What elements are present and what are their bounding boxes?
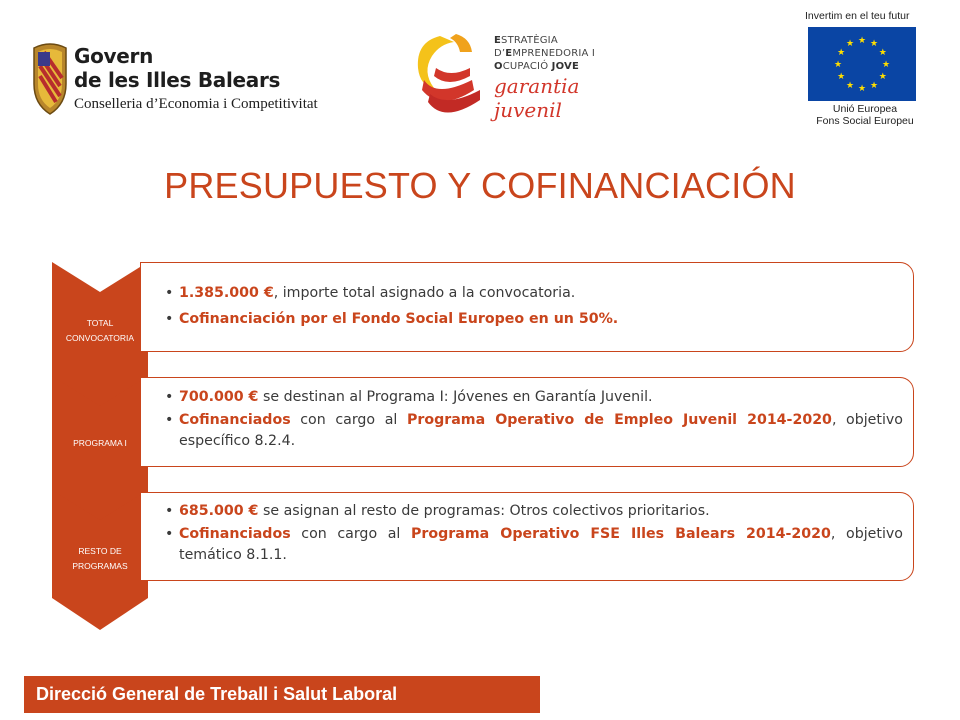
govern-illes-balears-logo (30, 42, 320, 126)
footer-text: Direcció General de Treball i Salut Laboral (36, 684, 398, 704)
garantia-l3-mid: CUPACIÓ (502, 61, 552, 72)
block3-box (140, 492, 914, 581)
eu-star-icon: ★ (857, 35, 867, 45)
garantia-juvenil-logo (410, 28, 640, 120)
eu-star-icon: ★ (857, 83, 867, 93)
govern-line2: de les Illes Balears (74, 68, 281, 92)
garantia-l2-initial: E (505, 48, 513, 59)
block1-label-line2: CONVOCATORIA (65, 333, 135, 343)
garantia-l2-pre: D’ (494, 48, 506, 59)
block1-bullet1: • 1.385.000 €, importe total asignado a la convocatoria. (163, 283, 899, 304)
eu-bottom-line2: Fons Social Europeu (816, 115, 914, 127)
page-title: PRESUPUESTO Y COFINANCIACIÓN (164, 165, 796, 206)
block3-bullet1: • 685.000 € se asignan al resto de programas: Otros colectivos prioritarios. (163, 501, 903, 522)
garantia-brand: garantia juvenil (494, 74, 580, 122)
govern-line3: Conselleria d’Economia i Competitivitat (74, 96, 318, 112)
block2-label-line1: PROGRAMA I (73, 438, 127, 448)
govern-shield-icon (30, 42, 70, 126)
eu-star-icon: ★ (833, 59, 843, 69)
eu-flag-icon (808, 27, 916, 101)
block3-label-line1: RESTO DE (78, 546, 122, 556)
garantia-l3-initial: O (494, 61, 503, 72)
garantia-l1-rest: STRATÈGIA (501, 35, 558, 46)
garantia-l2-rest: MPRENEDORIA I (512, 48, 596, 59)
eu-star-icon: ★ (878, 47, 887, 57)
eu-star-icon: ★ (845, 38, 855, 49)
block1-bullet2: • Cofinanciación por el Fondo Social Europeo en un 50%. (163, 309, 899, 330)
eu-star-icon: ★ (869, 38, 879, 49)
eu-star-icon: ★ (878, 71, 887, 81)
eu-bottom-line1: Unió Europea (832, 103, 898, 115)
block3-bullet2: • Cofinanciados con cargo al Programa Operativo FSE Illes Balears 2014-2020, objetivo temático 8.1.1. (163, 524, 903, 566)
block2-bullet2: • Cofinanciados con cargo al Programa Operativo de Empleo Juvenil 2014-2020, objetivo específico 8.2.4. (163, 410, 903, 452)
garantia-l1-initial: E (494, 35, 502, 46)
eu-star-icon: ★ (837, 71, 846, 81)
block1-label-line1: TOTAL (86, 318, 114, 328)
eu-star-icon: ★ (869, 79, 879, 90)
govern-line1: Govern (74, 44, 154, 68)
footer-bar (24, 676, 540, 713)
eu-logo (805, 10, 925, 127)
eu-top-text: Invertim en el teu futur (805, 10, 910, 22)
block2-bullet1: • 700.000 € se destinan al Programa I: Jóvenes en Garantía Juvenil. (163, 387, 903, 408)
eu-star-icon: ★ (837, 47, 846, 57)
garantia-l3-bold: JOVE (551, 61, 579, 72)
block1-box (140, 262, 914, 352)
eu-star-icon: ★ (881, 59, 891, 69)
garantia-juvenil-mark-icon (410, 28, 490, 120)
block2-box (140, 377, 914, 467)
block3-label-line2: PROGRAMAS (72, 561, 128, 571)
eu-star-icon: ★ (845, 79, 855, 90)
